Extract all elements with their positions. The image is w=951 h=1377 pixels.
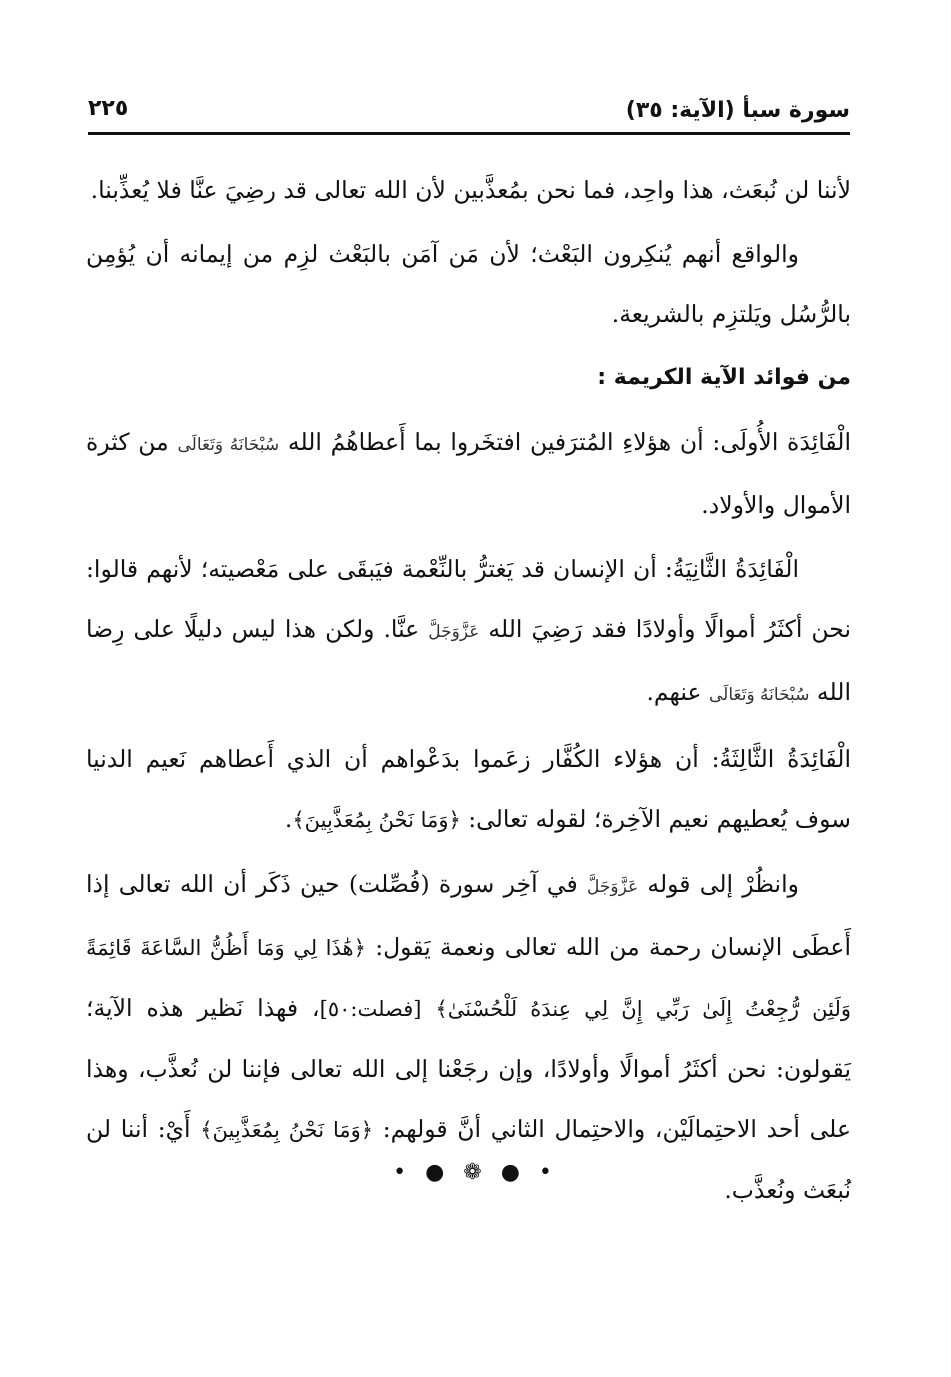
- benefit-2-text-a: أن الإنسان قد يَغترُّ بالنِّعْمة فيَبقَى على مَعْصيته؛ لأنهم قالوا: نحن أكثَرُ أموالًا وأولادًا فقد رَضِيَ الله: [86, 555, 852, 643]
- closing-text-a: وانظُرْ إلى قوله: [647, 870, 799, 898]
- end-ornament-icon: • ● ❁ ● •: [393, 1160, 558, 1185]
- closing-honorific: عَزَّوَجَلَّ: [587, 877, 639, 897]
- benefit-1-text-b: من كثرة الأموال والأولاد.: [86, 428, 851, 519]
- closing-quote-2: ﴿وَمَا نَحْنُ بِمُعَذَّبِينَ﴾: [200, 1118, 374, 1142]
- closing-text-b: في آخِر سورة (فُصِّلت) حين ذَكَر أن الله تعالى إذا أَعطَى الإنسان رحمة من الله تعالى ونعمة يَقول:: [86, 870, 851, 961]
- benefit-3: [86, 729, 851, 850]
- closing-reference: [فصلت:٥٠]: [319, 997, 422, 1021]
- page-number: ٢٢٥: [88, 96, 129, 121]
- benefit-2-text-c: عنهم.: [646, 678, 702, 706]
- benefit-2-honorific-b: سُبْحَانَهُ وَتَعَالَى: [708, 685, 810, 705]
- benefit-2-label: الْفَائِدَةُ الثَّانِيَةُ:: [664, 555, 799, 583]
- benefit-3-text-a: أن هؤلاء الكُفَّار زعَموا بدَعْواهم أن الذي أَعطاهم نَعيم الدنيا سوف يُعطيهم نعيم الآخِرة؛ لقوله تعالى:: [86, 745, 851, 833]
- page-body: [86, 160, 851, 1224]
- closing-text-d: أَيْ: أننا لن نُبعَث ونُعذَّب.: [86, 1115, 851, 1204]
- benefit-3-quote: ﴿وَمَا نَحْنُ بِمُعَذَّبِينَ﴾: [292, 808, 461, 832]
- page-header: [88, 92, 850, 135]
- benefits-heading: من فوائد الآية الكريمة :: [597, 365, 851, 390]
- benefit-1-text-a: أن هؤلاءِ المُترَفين افتخَروا بما أَعطاهُمُ الله: [287, 428, 704, 456]
- benefit-2: [86, 539, 851, 725]
- benefit-2-text-b: عنَّا. ولكن هذا ليس دليلًا على رِضا الله: [86, 615, 851, 706]
- benefit-3-label: الْفَائِدَةُ الثَّالِثَةُ:: [711, 745, 851, 773]
- closing-quote-1: ﴿هَٰذَا لِي وَمَا أَظُنُّ السَّاعَةَ قَائِمَةً وَلَئِن رُّجِعْتُ إِلَىٰ رَبِّي إِنَّ لِي عِندَهُ لَلْحُسْنَىٰ﴾: [86, 936, 851, 1021]
- running-title: سورة سبأ (الآية: ٣٥): [625, 98, 850, 123]
- benefit-1: [86, 412, 851, 535]
- paragraph-2: والواقع أنهم يُنكِرون البَعْث؛ لأن مَن آمَن بالبَعْث لزِم من إيمانه أن يُؤمِن بالرُّسُل ويَلتزِم بالشريعة.: [86, 240, 851, 328]
- paragraph-1: لأننا لن نُبعَث، هذا واحِد، فما نحن بمُعذَّبين لأن الله تعالى قد رضِيَ عنَّا فلا يُعذِّبنا.: [90, 176, 851, 204]
- benefit-3-text-b: .: [284, 805, 293, 833]
- benefit-1-honorific: سُبْحَانَهُ وَتَعَالَى: [177, 435, 280, 455]
- benefit-2-honorific-a: عَزَّوَجَلَّ: [428, 622, 480, 642]
- benefit-1-label: الْفَائِدَة الأُولَى:: [712, 428, 851, 456]
- closing-text-c: ، فهذا نَظير هذه الآية؛ يَقولون: نحن أكثَرُ أموالًا وأولادًا، وإن رجَعْنا إلى الله تعالى فإننا لن نُعذَّب، وهذا على أحد الاحتِمالَيْن، والاحتِمال الثاني أنَّ قولهم:: [86, 994, 851, 1143]
